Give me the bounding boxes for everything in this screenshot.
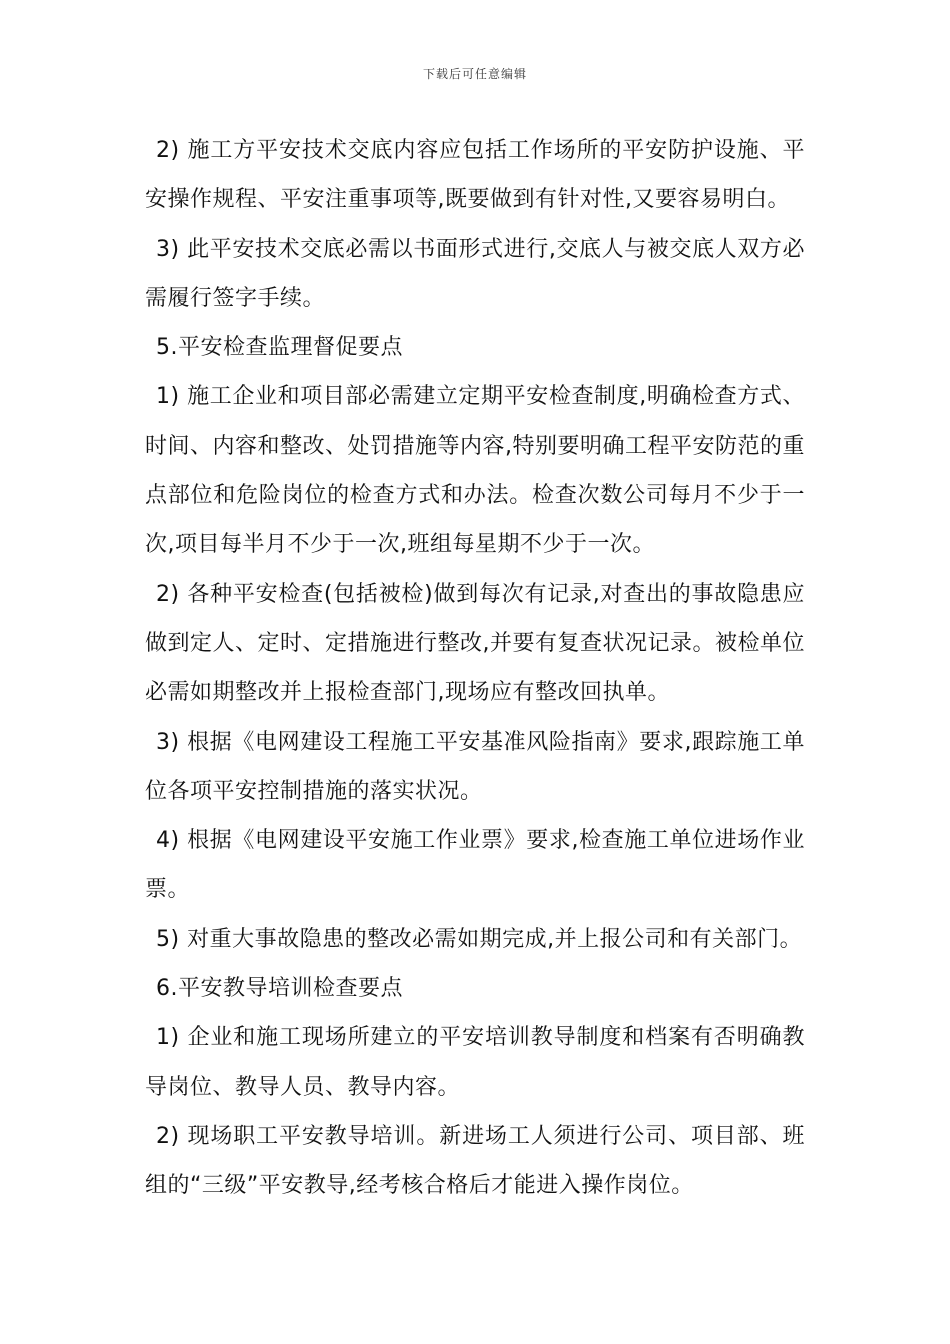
section-heading: 5.平安检查监理督促要点 <box>156 335 403 361</box>
paragraph: 2) 施工方平安技术交底内容应包括工作场所的平安防护设施、平安操作规程、平安注重事项等,既要做到有针对性,又要容易明白。 <box>145 138 805 213</box>
page-header: 下载后可任意编辑 <box>422 67 527 81</box>
paragraph: 1) 施工企业和项目部必需建立定期平安检查制度,明确检查方式、时间、内容和整改、处罚措施等内容,特别要明确工程平安防范的重点部位和危险岗位的检查方式和办法。检查次数公司每月不少于一次,项目每半月不少于一次,班组每星期不少于一次。 <box>145 384 805 558</box>
section-heading: 6.平安教导培训检查要点 <box>156 976 403 1002</box>
paragraph: 2) 现场职工平安教导培训。新进场工人须进行公司、项目部、班组的“三级”平安教导,经考核合格后才能进入操作岗位。 <box>145 1123 805 1199</box>
paragraph: 3) 根据《电网建设工程施工平安基准风险指南》要求,跟踪施工单位各项平安控制措施的落实状况。 <box>145 729 805 804</box>
paragraph: 5) 对重大事故隐患的整改必需如期完成,并上报公司和有关部门。 <box>156 926 803 952</box>
document-body <box>145 126 805 1211</box>
paragraph: 2) 各种平安检查(包括被检)做到每次有记录,对查出的事故隐患应做到定人、定时、定措施进行整改,并要有复查状况记录。被检单位必需如期整改并上报检查部门,现场应有整改回执单。 <box>145 581 805 706</box>
paragraph: 4) 根据《电网建设平安施工作业票》要求,检查施工单位进场作业票。 <box>145 828 805 903</box>
paragraph: 1) 企业和施工现场所建立的平安培训教导制度和档案有否明确教导岗位、教导人员、教导内容。 <box>145 1025 805 1100</box>
paragraph: 3) 此平安技术交底必需以书面形式进行,交底人与被交底人双方必需履行签字手续。 <box>145 236 805 311</box>
